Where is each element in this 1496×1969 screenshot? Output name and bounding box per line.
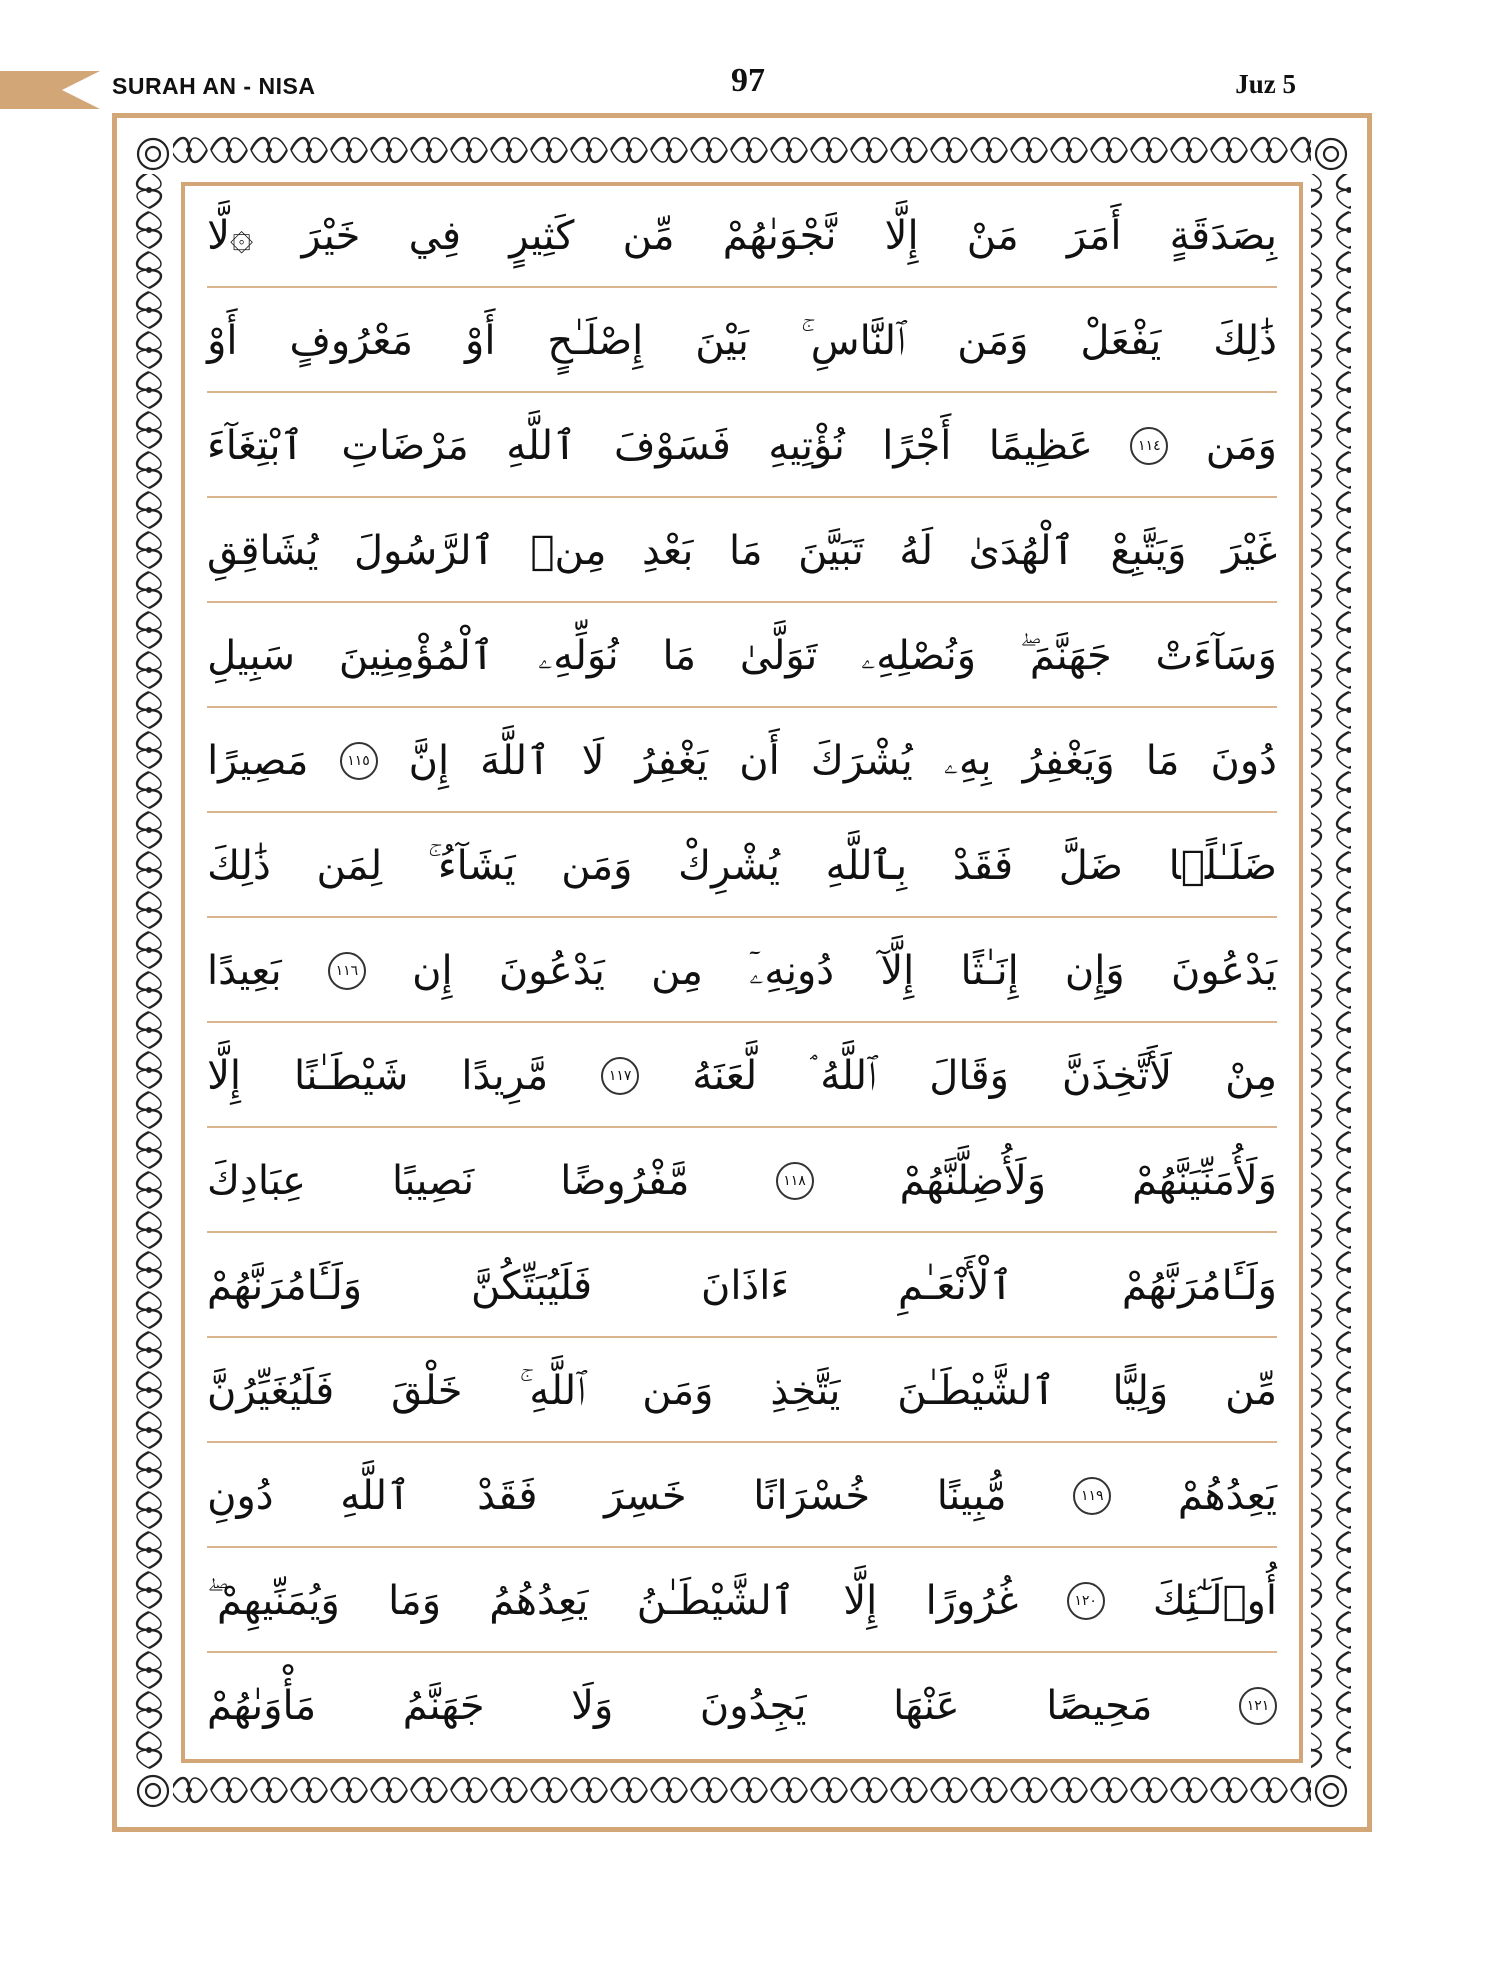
verse-word: مِنْ: [1225, 1053, 1277, 1099]
page-frame: [112, 113, 1372, 1832]
verse-word: ۞لَّا: [207, 213, 254, 259]
verse-word: وَنُصْلِهِۦ: [861, 633, 977, 679]
verse-word: وَمَن: [957, 318, 1029, 364]
verse-word: دُونَ: [1210, 738, 1277, 784]
verse-word: وَيُمَنِّيهِمْ ۖ: [207, 1578, 340, 1624]
verse-word: مِن: [651, 948, 703, 994]
verse-word: ٱللَّهَ: [480, 738, 551, 784]
verse-word: ٱللَّهُ ۘ: [810, 1053, 877, 1099]
verse-word: وَلَأُضِلَّنَّهُمْ: [899, 1158, 1047, 1204]
verse-line: [207, 396, 1277, 498]
juz-label: Juz 5: [1235, 69, 1296, 99]
verse-word: مَرْضَاتِ: [341, 423, 469, 469]
verse-word: سَبِيلِ: [207, 633, 296, 679]
verse-word: أَوْ: [465, 318, 496, 364]
verse-line: [207, 501, 1277, 603]
verse-word: ضَلَّ: [1058, 843, 1123, 889]
verse-word: إِلَّا: [843, 1578, 878, 1624]
verse-word: أَن: [739, 738, 780, 784]
verse-word: ٱلرَّسُولَ: [354, 528, 495, 574]
verse-word: نُوَلِّهِۦ: [538, 633, 619, 679]
verse-word: وَمَن: [1205, 423, 1277, 469]
verse-word: مَحِيصًا: [1046, 1683, 1153, 1729]
verse-word: ٱلْأَنْعَـٰمِ: [898, 1263, 1014, 1309]
verse-line: [207, 1551, 1277, 1653]
verse-word: ٱللَّهِ ۚ: [519, 1368, 586, 1414]
verse-word: ذَٰلِكَ: [207, 843, 271, 889]
verse-word: يَدْعُونَ: [498, 948, 605, 994]
verse-word: يَتَّخِذِ: [770, 1368, 841, 1414]
verse-word: يَشَآءُ ۚ: [427, 843, 516, 889]
verse-word: بَيْنَ: [695, 318, 749, 364]
verse-word: وَلَا: [571, 1683, 614, 1729]
verse-word: وَمَن: [561, 843, 633, 889]
verse-word: ءَاذَانَ: [700, 1263, 790, 1309]
verse-word: يُشْرَكَ: [810, 738, 913, 784]
verse-word: مَعْرُوفٍ: [289, 318, 414, 364]
verse-word: كَثِيرٍ: [509, 213, 575, 259]
verse-word: فَلَيُبَتِّكُنَّ: [470, 1263, 593, 1309]
verse-word: وَمَا: [388, 1578, 442, 1624]
verse-line: [207, 711, 1277, 813]
verse-word: بِٱللَّهِ: [825, 843, 908, 889]
verse-word: لَهُ: [899, 528, 934, 574]
verse-line: [207, 606, 1277, 708]
verse-word: ٱلْمُؤْمِنِينَ: [338, 633, 495, 679]
verse-line: [207, 1026, 1277, 1128]
verse-word: ٱلشَّيْطَـٰنُ: [636, 1578, 796, 1624]
verse-word: وَلَأُمَنِّيَنَّهُمْ: [1132, 1158, 1277, 1204]
verse-word: بَعِيدًا: [207, 948, 282, 994]
verse-word: عَنْهَا: [893, 1683, 960, 1729]
verse-word: ٱبْتِغَآءَ: [207, 423, 304, 469]
verse-line: [207, 1446, 1277, 1548]
verse-word: إِلَّا: [207, 1053, 241, 1099]
verse-word: وَيَغْفِرُ: [1022, 738, 1115, 784]
verse-word: ٱلشَّيْطَـٰنَ: [897, 1368, 1056, 1414]
verse-word: مَنْ: [966, 213, 1019, 259]
verse-word: دُونِهِۦٓ: [749, 948, 835, 994]
verse-line: [207, 816, 1277, 918]
ayah-number-marker: ١١٦: [328, 952, 366, 990]
verse-word: مَّرِيدًا: [461, 1053, 549, 1099]
verse-word: إِنَـٰثًا: [960, 948, 1019, 994]
verse-word: مُّبِينًا: [936, 1473, 1007, 1519]
verse-word: فَقَدْ: [477, 1473, 538, 1519]
verse-word: مَّفْرُوضًا: [560, 1158, 690, 1204]
verse-word: يُشْرِكْ: [678, 843, 780, 889]
verse-word: بَعْدِ: [641, 528, 694, 574]
verse-line: [207, 186, 1277, 288]
ayah-number-marker: ١٢٠: [1067, 1582, 1105, 1620]
verse-word: يَعِدُهُمْ: [1177, 1473, 1277, 1519]
surah-title: SURAH AN - NISA: [112, 73, 316, 99]
verse-word: مِّن: [622, 213, 675, 259]
verse-word: مَصِيرًا: [207, 738, 309, 784]
verse-word: تَبَيَّنَ: [798, 528, 864, 574]
verse-word: لَأَتَّخِذَنَّ: [1061, 1053, 1173, 1099]
verse-line: [207, 1341, 1277, 1443]
verse-word: غُرُورًا: [925, 1578, 1019, 1624]
verse-word: لَّعَنَهُ: [692, 1053, 758, 1099]
verse-word: وَقَالَ: [929, 1053, 1009, 1099]
verse-word: خُسْرَانًا: [753, 1473, 871, 1519]
verse-word: أَمَرَ: [1066, 213, 1122, 259]
verse-word: دُونِ: [207, 1473, 274, 1519]
verse-word: بِصَدَقَةٍ: [1169, 213, 1277, 259]
verse-line: [207, 1236, 1277, 1338]
verse-word: نُؤْتِيهِ: [768, 423, 845, 469]
ayah-number-marker: ١٢١: [1239, 1687, 1277, 1725]
verse-word: عَظِيمًا: [988, 423, 1093, 469]
verse-word: أُو۟لَـٰٓئِكَ: [1152, 1578, 1277, 1624]
verse-word: خَسِرَ: [604, 1473, 687, 1519]
verse-word: مِنۢ: [530, 528, 607, 574]
verse-word: وَلِيًّا: [1112, 1368, 1169, 1414]
verse-word: يُشَاقِقِ: [207, 528, 319, 574]
verse-word: مِّن: [1225, 1368, 1277, 1414]
verse-word: مَا: [1145, 738, 1180, 784]
verse-word: فَقَدْ: [952, 843, 1014, 889]
verse-word: شَيْطَـٰنًا: [294, 1053, 409, 1099]
verse-word: وَإِن: [1064, 948, 1125, 994]
verse-word: يَفْعَلْ: [1080, 318, 1162, 364]
ayah-number-marker: ١١٩: [1073, 1477, 1111, 1515]
verse-word: يَجِدُونَ: [699, 1683, 807, 1729]
verse-word: مَا: [662, 633, 697, 679]
verse-word: لَا: [581, 738, 605, 784]
verse-word: عِبَادِكَ: [207, 1158, 306, 1204]
verse-word: خَلْقَ: [391, 1368, 463, 1414]
verse-word: ٱلْهُدَىٰ: [968, 528, 1075, 574]
verse-word: وَيَتَّبِعْ: [1110, 528, 1187, 574]
verse-word: غَيْرَ: [1221, 528, 1277, 574]
ayah-number-marker: ١١٧: [601, 1057, 639, 1095]
ayah-number-marker: ١١٨: [776, 1162, 814, 1200]
verse-line: [207, 291, 1277, 393]
verse-word: لِمَن: [316, 843, 383, 889]
verse-word: ذَٰلِكَ: [1213, 318, 1277, 364]
page-number: 97: [731, 62, 765, 99]
verse-word: جَهَنَّمَ ۖ: [1019, 633, 1112, 679]
verse-word: وَسَآءَتْ: [1155, 633, 1277, 679]
verse-word: إِصْلَـٰحٍ: [547, 318, 644, 364]
verse-word: فِي: [408, 213, 462, 259]
verse-word: ٱللَّهِ: [506, 423, 577, 469]
verse-word: مَا: [728, 528, 763, 574]
verse-word: يَغْفِرُ: [635, 738, 709, 784]
verse-word: يَدْعُونَ: [1170, 948, 1277, 994]
verse-word: نَّجْوَىٰهُمْ: [722, 213, 837, 259]
verse-word: مَأْوَىٰهُمْ: [207, 1683, 317, 1729]
verse-word: وَمَن: [642, 1368, 714, 1414]
verse-word: تَوَلَّىٰ: [739, 633, 818, 679]
verse-word: جَهَنَّمُ: [402, 1683, 485, 1729]
verse-line: [207, 1131, 1277, 1233]
verse-lines: [185, 186, 1299, 1759]
verse-word: إِلَّا: [884, 213, 919, 259]
verse-word: أَجْرًا: [882, 423, 952, 469]
verse-word: يَعِدُهُمُ: [489, 1578, 589, 1624]
verse-line: [207, 921, 1277, 1023]
verse-word: ٱلنَّاسِ ۚ: [800, 318, 906, 364]
text-panel: [181, 182, 1303, 1763]
verse-word: فَلَيُغَيِّرُنَّ: [207, 1368, 335, 1414]
ayah-number-marker: ١١٥: [340, 742, 378, 780]
verse-word: إِن: [412, 948, 453, 994]
verse-word: إِنَّ: [408, 738, 450, 784]
verse-word: بِهِۦ: [943, 738, 992, 784]
verse-word: ٱللَّهِ: [340, 1473, 411, 1519]
verse-word: وَلَـَٔامُرَنَّهُمْ: [1121, 1263, 1277, 1309]
verse-line: [207, 1656, 1277, 1756]
verse-word: فَسَوْفَ: [613, 423, 731, 469]
ayah-number-marker: ١١٤: [1130, 427, 1168, 465]
verse-word: وَلَـَٔامُرَنَّهُمْ: [207, 1263, 363, 1309]
verse-word: نَصِيبًا: [392, 1158, 475, 1204]
verse-word: إِلَّآ: [880, 948, 915, 994]
verse-word: أَوْ: [207, 318, 238, 364]
verse-word: خَيْرَ: [301, 213, 361, 259]
verse-word: ضَلَـٰلًۢا: [1168, 843, 1277, 889]
